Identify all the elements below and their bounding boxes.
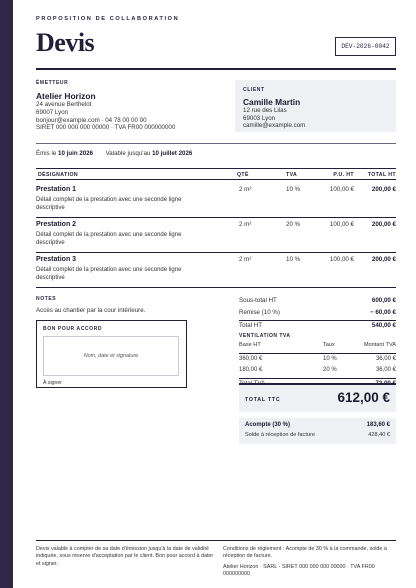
quote-reference: DEV-2026-0042 xyxy=(335,37,396,56)
valid-date: 10 juillet 2026 xyxy=(152,150,193,157)
client-address-1: 12 rue des Lilas xyxy=(243,107,287,114)
vat-col-amount: Montant TVA xyxy=(363,342,396,348)
document-eyebrow: PROPOSITION DE COLLABORATION xyxy=(36,16,180,22)
footer-legal: Atelier Horizon · SARL · SIRET 000 000 000 00000 · TVA FR00 000000000 xyxy=(223,563,375,578)
deposit-panel xyxy=(239,418,396,444)
total-ht-line xyxy=(239,321,396,333)
client-block xyxy=(235,80,396,132)
col-total: TOTAL HT xyxy=(367,172,396,178)
item-tva: 10 % xyxy=(286,186,301,193)
notes-label: NOTES xyxy=(36,296,57,302)
balance-value: 428,40 € xyxy=(368,432,390,438)
item-description: Détail complet de la prestation avec une seconde ligne descriptive xyxy=(36,197,182,211)
item-qty: 2 m² xyxy=(239,186,252,193)
discount-value: − 60,00 € xyxy=(370,309,396,316)
client-name: Camille Martin xyxy=(243,97,301,107)
subtotal-line xyxy=(239,296,396,308)
client-email: camille@example.com xyxy=(243,122,306,130)
side-accent-stripe xyxy=(0,0,13,588)
notes-text: Accès au chantier par la cour intérieure. xyxy=(36,307,146,314)
subtotal-value: 600,00 € xyxy=(371,297,396,304)
valid-label: Valable jusqu'au xyxy=(105,150,151,157)
totals-summary xyxy=(239,296,396,391)
item-unit-price: 100,00 € xyxy=(329,256,354,263)
vat-rate: 20 % xyxy=(323,367,337,373)
item-description: Détail complet de la prestation avec une seconde ligne descriptive xyxy=(36,232,182,246)
vat-base: 180,00 € xyxy=(239,367,263,373)
balance-label: Solde à réception de facture xyxy=(245,432,315,438)
client-label: CLIENT xyxy=(243,87,265,93)
deposit-label: Acompte (30 %) xyxy=(245,422,291,428)
vat-header-divider xyxy=(239,353,396,354)
total-ttc-label: TOTAL TTC xyxy=(245,397,281,403)
item-name: Prestation 2 xyxy=(36,221,77,228)
issuer-legal: SIRET 000 000 000 00000 · TVA FR00 000000000 xyxy=(36,124,176,132)
footer-divider xyxy=(36,540,396,541)
discount-label: Remise (10 %) xyxy=(239,309,280,316)
item-name: Prestation 3 xyxy=(36,256,77,263)
vat-base: 360,00 € xyxy=(239,356,263,362)
signature-location: À signer xyxy=(43,380,63,386)
vat-row xyxy=(239,356,396,367)
item-name: Prestation 1 xyxy=(36,186,77,193)
issued-date: 10 juin 2026 xyxy=(58,150,94,157)
total-ht-label: Total HT xyxy=(239,322,263,329)
issuer-contact: bonjour@example.com · 04 78 00 00 00 xyxy=(36,116,147,124)
total-ttc-value: 612,00 € xyxy=(337,390,390,405)
footer-validity-note: Devis valable à compter de sa date d'émission jusqu'à la date de validité indiquée, sous réserve d'acceptation par le client. Bon pour accord à dater et signer. xyxy=(36,546,214,567)
item-qty: 2 m² xyxy=(239,256,252,263)
item-tva: 10 % xyxy=(286,256,301,263)
document-title: Devis xyxy=(36,28,95,57)
col-unit-price: P.U. HT xyxy=(333,172,354,178)
issuer-label: ÉMETTEUR xyxy=(36,80,69,86)
issuer-address-1: 24 avenue Berthelot xyxy=(36,101,92,108)
vat-amount: 36,00 € xyxy=(375,367,396,373)
agreement-label: BON POUR ACCORD xyxy=(43,326,103,332)
quote-document xyxy=(13,0,416,588)
client-address-2: 69003 Lyon xyxy=(243,114,276,122)
vat-col-base: Base HT xyxy=(239,342,261,348)
item-total: 200,00 € xyxy=(371,186,396,193)
discount-line xyxy=(239,308,396,320)
total-ttc-panel xyxy=(239,383,396,412)
dates-top-divider xyxy=(36,143,396,144)
item-tva: 20 % xyxy=(286,221,301,228)
vat-col-rate: Taux xyxy=(323,342,335,348)
item-qty: 2 m² xyxy=(239,221,252,228)
issuer-address-2: 69007 Lyon xyxy=(36,108,69,116)
item-total: 200,00 € xyxy=(371,256,396,263)
footer-terms xyxy=(223,546,396,579)
issued-label: Émis le xyxy=(36,150,57,157)
vat-amount: 36,00 € xyxy=(375,356,396,362)
item-unit-price: 100,00 € xyxy=(329,186,354,193)
col-designation: DÉSIGNATION xyxy=(38,172,79,178)
vat-row xyxy=(239,367,396,378)
item-total: 200,00 € xyxy=(371,221,396,228)
table-row xyxy=(36,183,396,218)
subtotal-label: Sous-total HT xyxy=(239,297,277,304)
vat-breakdown-label: VENTILATION TVA xyxy=(239,333,291,339)
payment-terms: Conditions de règlement : Acompte de 30 % à la commande, solde à réception de facture. xyxy=(223,546,387,560)
col-tva: TVA xyxy=(286,172,298,178)
table-row xyxy=(36,253,396,288)
total-ht-value: 540,00 € xyxy=(371,322,396,329)
table-row xyxy=(36,218,396,253)
dates-line xyxy=(36,150,192,157)
agreement-box xyxy=(36,320,187,388)
vat-breakdown-header xyxy=(239,333,396,353)
deposit-value: 183,60 € xyxy=(366,422,390,428)
issuer-block xyxy=(36,80,216,132)
items-table-header xyxy=(36,168,396,180)
col-qty: QTÉ xyxy=(237,172,249,178)
notes-block xyxy=(36,296,201,314)
header-divider xyxy=(36,68,396,70)
item-unit-price: 100,00 € xyxy=(329,221,354,228)
item-description: Détail complet de la prestation avec une seconde ligne descriptive xyxy=(36,267,182,281)
signature-field[interactable]: Nom, date et signature xyxy=(43,336,179,376)
vat-rate: 10 % xyxy=(323,356,337,362)
issuer-name: Atelier Horizon xyxy=(36,91,96,101)
